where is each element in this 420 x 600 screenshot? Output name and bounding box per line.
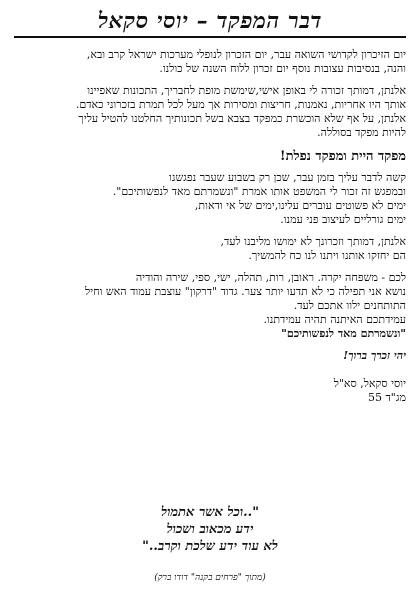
poem-line: "..וכל אשר אתמול bbox=[161, 505, 259, 520]
signature-block bbox=[14, 377, 406, 405]
text-line: הם יחזקו אותנו ויתנו לנו כח להמשיך. bbox=[248, 249, 406, 262]
text-line: אלנתן, דמותך זכורה לי באופן אישי,שימשת מופת לחבריך, התכונות שאפיינו bbox=[87, 84, 406, 97]
text-line: נושא אני תפילה כי לא תדעו יותר צער. גדוד "דרקון" עוצבת עמוד האש וחיל bbox=[85, 285, 406, 298]
title-divider bbox=[14, 36, 406, 38]
signature-role: מג"ד 55 bbox=[368, 391, 406, 404]
text-line: ובמפגש זה זכור לי המשפט אותו אמרת "ונשמרתם מאד לנפשותיכם". bbox=[112, 185, 406, 198]
family-paragraph bbox=[14, 271, 406, 341]
text-line: ימים לא פשוטים עוברים עלינו,ימים של אי ודאות, bbox=[194, 199, 406, 212]
poem-line: ידע מכאוב ושכול bbox=[166, 522, 254, 537]
section-heading: מפקד היית ומפקד נפלת! bbox=[279, 149, 406, 164]
poem-line: לא עוד ידע שלכת וקרב.." bbox=[142, 539, 278, 554]
intro-paragraph bbox=[14, 48, 406, 76]
text-line: התותחנים ילוו אתכם לעד. bbox=[293, 299, 406, 312]
page-title: דבר המפקד – יוסי סקאל bbox=[97, 8, 323, 34]
text-line: ימים גורליים לעיצוב פני עמנו. bbox=[280, 213, 406, 226]
text-line: אלנתן, דמותך וזכרונך לא ימושו מליבנו לעד, bbox=[220, 235, 406, 248]
text-line: להיות מפקד בסוללה. bbox=[317, 126, 406, 139]
text-line: עמידתכם האיתנה תהיה עמידתנו. bbox=[263, 313, 406, 326]
text-line: יום הזיכרון לקדושי השואה עבר, יום הזכרון לנופלי מערכות ישראל קרב ובא, bbox=[86, 48, 406, 61]
poem-credit: (מתוך "פרחים בקנה" דודו ברק) bbox=[154, 573, 266, 583]
text-line: אלנתן, על אף שלא הוכשרת כמפקד בצבא בשל תכונותיך החלטנו להטיל עליך bbox=[78, 112, 406, 125]
signature-name: יוסי סקאל, סא"ל bbox=[333, 377, 406, 390]
legacy-paragraph bbox=[14, 235, 406, 263]
text-line: אותך היו אחריות, נאמנות, חריצות ומסירות אך מעל לכל תמרת בזכרוני כאדם. bbox=[75, 98, 406, 111]
text-line: קשה לדבר עליך בזמן עבר, שכן רק בשבוע שעבר נפגשנו bbox=[169, 171, 406, 184]
last-meeting-paragraph bbox=[14, 171, 406, 227]
text-line: והנה, בנסיבות עצובות נוסף יום זכרון ללוח השנה של כולנו. bbox=[159, 62, 406, 75]
memory-paragraph bbox=[14, 84, 406, 140]
quote-line: "ונשמרתם מאד לנפשותיכם" bbox=[281, 327, 406, 340]
text-line: לכם - משפחה יקרה. ראובן, רות, תהלה, ישי, ספי, שירה והודיה bbox=[135, 271, 406, 284]
poem-quote bbox=[0, 504, 420, 555]
remembrance-line: יהי זכרך ברוך! bbox=[343, 349, 406, 362]
